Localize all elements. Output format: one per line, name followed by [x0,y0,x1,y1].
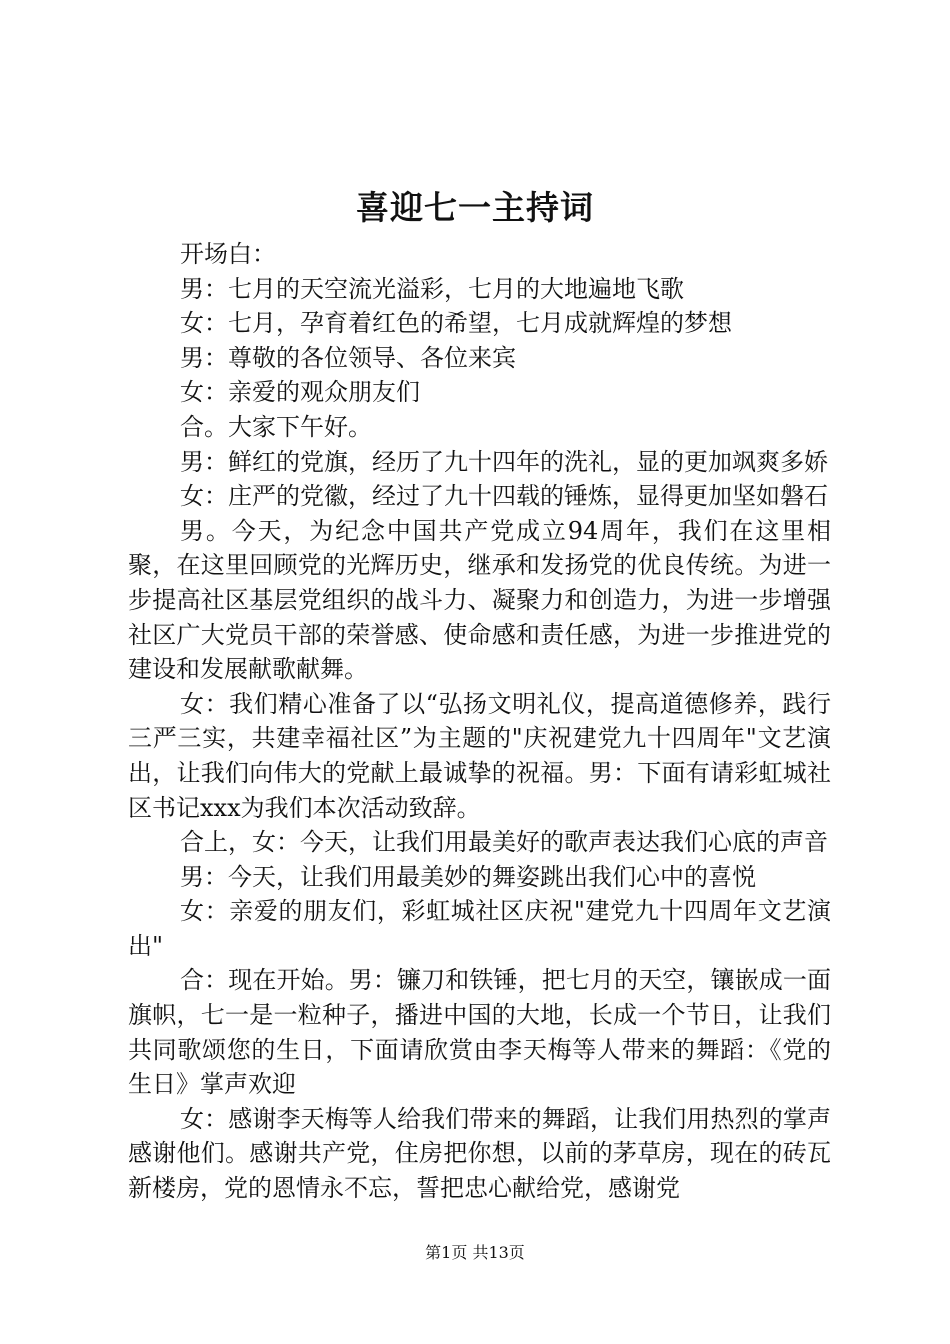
paragraph: 女：感谢李天梅等人给我们带来的舞蹈，让我们用热烈的掌声感谢他们。感谢共产党，住房把你想，以前的茅草房，现在的砖瓦新楼房，党的恩情永不忘，誓把忠心献给党，感谢党 [128,1104,831,1203]
paragraph: 女：庄严的党徽，经过了九十四载的锤炼，显得更加坚如磐石 [180,482,828,511]
document-title: 喜迎七一主持词 [356,188,594,227]
paragraph: 女：亲爱的朋友们，彩虹城社区庆祝"建党九十四周年文艺演出" [128,897,831,960]
paragraph: 男：七月的天空流光溢彩，七月的大地遍地飞歌 [180,274,684,303]
paragraph: 女：我们精心准备了以“弘扬文明礼仪，提高道德修养，践行三严三实，共建幸福社区”为主题的"庆祝建党九十四周年"文艺演出，让我们向伟大的党献上最诚挚的祝福。男：下面有请彩虹城社区书记xxx为我们本次活动致辞。 [128,689,831,822]
paragraph: 男。今天，为纪念中国共产党成立94周年，我们在这里相聚，在这里回顾党的光辉历史，继承和发扬党的优良传统。为进一步提高社区基层党组织的战斗力、凝聚力和创造力，为进一步增强社区广大党员干部的荣誉感、使命感和责任感，为进一步推进党的建设和发展献歌献舞。 [128,516,831,684]
paragraph: 男：鲜红的党旗，经历了九十四年的洗礼，显的更加飒爽多娇 [180,447,828,476]
paragraph: 合：现在开始。男：镰刀和铁锤，把七月的天空，镶嵌成一面旗帜，七一是一粒种子，播进中国的大地，长成一个节日，让我们共同歌颂您的生日，下面请欣赏由李天梅等人带来的舞蹈：《党的生日》掌声欢迎 [128,966,831,1099]
page-footer: 第1页 共13页 [425,1243,525,1262]
paragraph: 男：尊敬的各位领导、各位来宾 [180,343,516,372]
paragraph: 女：亲爱的观众朋友们 [180,378,420,407]
document-body [128,237,831,1206]
paragraph: 合上，女：今天，让我们用最美好的歌声表达我们心底的声音 [180,828,828,857]
paragraph: 男：今天，让我们用最美妙的舞姿跳出我们心中的喜悦 [180,862,756,891]
paragraph: 合。大家下午好。 [180,412,372,441]
paragraph: 开场白： [180,240,276,268]
paragraph: 女：七月，孕育着红色的希望，七月成就辉煌的梦想 [180,309,732,338]
